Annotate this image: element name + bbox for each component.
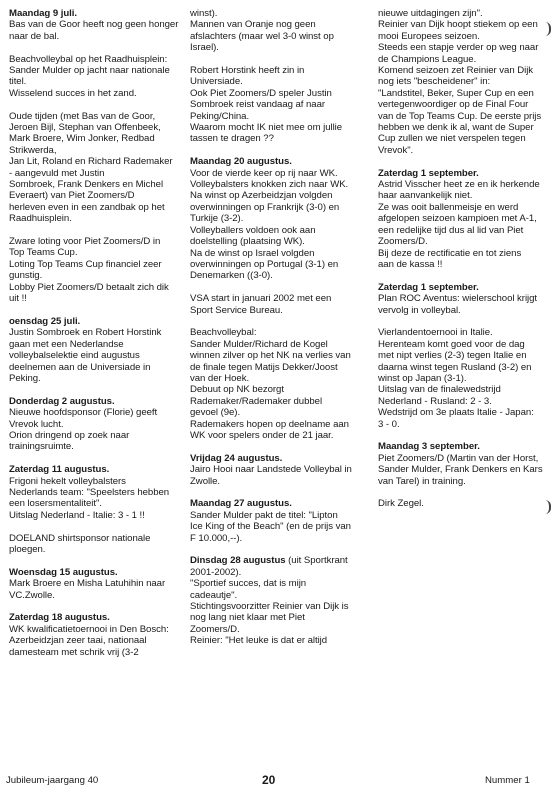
entry-text-line: WK voor spelers onder de 21 jaar.	[190, 429, 334, 441]
entry-date-heading	[9, 567, 179, 578]
entry-text-line: 3 - 0.	[378, 418, 400, 430]
entry-text-line: Dirk Zegel.	[378, 498, 424, 510]
entry-text-line: Ice King of the Beach" (en de prijs van	[190, 521, 351, 533]
news-entry	[190, 156, 366, 281]
entry-text-line: Justin Sombroek en Robert Horstink	[9, 327, 162, 339]
news-entry	[190, 498, 366, 544]
entry-text-line: Nederlands team: "Speelsters hebben	[9, 486, 170, 498]
entry-text-line: "Sportief succes, dat is mijn	[190, 578, 307, 590]
entry-text-line: Debuut op NK bezorgt	[190, 384, 284, 396]
news-entry	[9, 464, 179, 521]
entry-text-line: cadeautje".	[190, 589, 238, 601]
entry-date: Maandag 20 augustus.	[190, 156, 292, 168]
entry-text-line: Vierlandentoernooi in Italie.	[378, 327, 493, 339]
entry-date-heading	[9, 612, 179, 623]
entry-text-line: deelnemen aan de Universiade in	[9, 361, 151, 373]
entry-text-line: herleven even in een zandbak op het	[9, 201, 165, 213]
news-entry	[190, 453, 366, 487]
entry-text-line: Sander Mulder op jacht naar nationale	[9, 65, 170, 77]
entry-text-line: Jairo Hooi naar Landstede Volleybal in	[190, 464, 352, 476]
news-entry	[190, 555, 366, 646]
entry-date-heading	[9, 8, 179, 19]
entry-text-line: Loting Top Teams Cup financiel zeer	[9, 258, 162, 270]
news-entry	[9, 236, 179, 304]
entry-text-line: Zware loting voor Piet Zoomers/D in	[9, 236, 161, 248]
entry-text-line: Peking.	[9, 372, 41, 384]
entry-text-line: Denemarken ((3-0).	[190, 270, 273, 282]
news-entry	[9, 533, 179, 556]
entry-text-line: overwinningen op Portugal (3-1) en	[190, 258, 339, 270]
entry-text-line: Orion dringend op zoek naar	[9, 429, 130, 441]
entry-text-line: ploegen.	[9, 543, 46, 555]
entry-date-heading	[9, 396, 179, 407]
entry-text-line: Bij deze de rectificatie en tot ziens	[378, 247, 522, 259]
news-entry	[9, 54, 179, 100]
entry-text-line: Raadhuisplein.	[9, 213, 72, 225]
entry-text-line: Ook Piet Zoomers/D speler Justin	[190, 87, 332, 99]
entry-date: Zaterdag 18 augustus.	[9, 612, 110, 624]
entry-text-line: Sander Mulder, Frank Denkers en Kars	[378, 464, 543, 476]
entry-text-line: Sander Mulder/Richard de Kogel	[190, 338, 328, 350]
news-entry	[190, 65, 366, 145]
entry-text-line: Bas van de Goor heeft nog geen honger	[9, 19, 179, 31]
news-entry	[190, 327, 366, 441]
entry-text-line: Sombroek, Frank Denkers en Michel	[9, 179, 164, 191]
entry-text-line: DOELAND shirtsponsor nationale	[9, 532, 151, 544]
news-entry	[9, 111, 179, 225]
entry-date-heading	[378, 282, 546, 293]
entry-text-line: Robert Horstink heeft zin in	[190, 65, 305, 77]
entry-date-heading	[190, 498, 366, 509]
entry-text-line: naar de bal.	[9, 30, 60, 42]
entry-text-line: Strikwerda,	[9, 144, 57, 156]
entry-text-line: Plan ROC Aventus: wielerschool krijgt	[378, 293, 538, 305]
entry-date: Maandag 27 augustus.	[190, 498, 292, 510]
news-entry	[378, 441, 546, 487]
entry-text-line: Mark Broere, Wim Jonker, Redbad	[9, 133, 155, 145]
entry-text-line: mooi Europees seizoen.	[378, 30, 480, 42]
entry-text-line: nieuwe uitdagingen zijn".	[378, 8, 483, 19]
news-entry	[9, 567, 179, 601]
entry-text-line: haar aanvankelijk niet.	[378, 190, 473, 202]
entry-text-line: Peking/China.	[190, 110, 250, 122]
entry-text-line: Mannen van Oranje nog geen	[190, 19, 316, 31]
entry-text-line: gaan met een Nederlandse	[9, 338, 124, 350]
entry-date-heading	[190, 453, 366, 464]
entry-text-line: Jan Lit, Roland en Richard Rademaker	[9, 156, 173, 168]
entry-text-line: damesteam met schrik vrij (3-2	[9, 646, 139, 658]
entry-text-line: van de Top Teams Cup. De eerste prijs	[378, 110, 542, 122]
entry-text-line: Ze was ooit ballenmeisje en werd	[378, 201, 519, 213]
entry-text-line: Top Teams Cup.	[9, 247, 78, 259]
entry-date-suffix: (uit Sportkrant	[285, 555, 348, 567]
entry-date-heading	[190, 156, 366, 167]
entry-text-line: de finale tegen Matijs Dekker/Joost	[190, 361, 338, 373]
entry-text-line: met nipt verlies (2-3) tegen Italie en	[378, 350, 527, 362]
entry-text-line: Steeds een stapje verder op weg naar	[378, 42, 539, 54]
news-entry	[9, 8, 179, 42]
entry-date: Zaterdag 1 september.	[378, 167, 479, 179]
entry-text-line: overwinningen op Frankrijk (3-0) en	[190, 201, 340, 213]
entry-date: Zaterdag 11 augustus.	[9, 464, 110, 476]
news-entry	[9, 396, 179, 453]
entry-text-line: Universiade.	[190, 76, 243, 88]
entry-text-line: gunstig.	[9, 270, 43, 282]
entry-text-line: Israel).	[190, 42, 219, 54]
entry-text-line: Herenteam komt goed voor de dag	[378, 338, 525, 350]
entry-text-line: aan de kassa !!	[378, 258, 443, 270]
entry-text-line: Sander Mulder pakt de titel: "Lipton	[190, 509, 338, 521]
entry-date: Donderdag 2 augustus.	[9, 395, 115, 407]
entry-date-heading	[378, 168, 546, 179]
entry-text-line: Sport Service Bureau.	[190, 304, 283, 316]
entry-text-line: Volleybalsters knokken zich naar WK.	[190, 179, 349, 191]
entry-text-line: Zoomers/D.	[378, 236, 428, 248]
entry-text-line: Nieuwe hoofdsponsor (Florie) geeft	[9, 407, 158, 419]
entry-text-line: een redelijke tijd dus al lid van Piet	[378, 224, 524, 236]
entry-text-line: F 10.000,--).	[190, 532, 243, 544]
entry-text-line: titel.	[9, 76, 27, 88]
entry-text-line: volleybalselektie eind augustus	[9, 350, 140, 362]
entry-text-line: Oude tijden (met Bas van de Goor,	[9, 110, 156, 122]
entry-text-line: nog lang niet klaar met Piet	[190, 612, 305, 624]
entry-text-line: Azerbeidzjan zeer taai, nationaal	[9, 635, 147, 647]
entry-text-line: Wisselend succes in het zand.	[9, 87, 137, 99]
entry-text-line: Beachvolleybal op het Raadhuisplein:	[9, 53, 168, 65]
entry-text-line: Uitslag van de finalewedstrijd	[378, 384, 501, 396]
entry-text-line: Zwolle.	[190, 475, 221, 487]
entry-text-line: - aangevuld met Justin	[9, 167, 105, 179]
entry-text-line: Rademakers hopen op deelname aan	[190, 418, 349, 430]
entry-text-line: vervolg in volleybal.	[378, 304, 461, 316]
news-entry	[378, 327, 546, 430]
entry-text-line: winnen zilver op het NK na verlies van	[190, 350, 351, 362]
entry-date-heading	[9, 316, 179, 327]
footer-issue: Nummer 1	[485, 775, 530, 786]
entry-date-heading	[190, 555, 366, 566]
entry-text-line: Cup zullen we niet verspelen tegen	[378, 133, 526, 145]
entry-text-line: gevoel (9e).	[190, 407, 241, 419]
entry-date: Vrijdag 24 augustus.	[190, 452, 283, 464]
entry-text-line: Reinier van Dijk hoopt stiekem op een	[378, 19, 538, 31]
entry-text-line: Uitslag Nederland - Italie: 3 - 1 !!	[9, 509, 145, 521]
entry-text-line: Lobby Piet Zoomers/D betaalt zich dik	[9, 281, 169, 293]
entry-text-line: Rademaker/Rademaker dubbel	[190, 395, 323, 407]
entry-date: Dinsdag 28 augustus	[190, 555, 286, 567]
news-entry	[190, 293, 366, 316]
entry-text-line: Astrid Visscher heet ze en ik herkende	[378, 179, 540, 191]
entry-text-line: trainingsruimte.	[9, 441, 74, 453]
entry-text-line: WK kwalificatietoernooi in Den Bosch:	[9, 623, 169, 635]
column-right	[378, 8, 546, 521]
news-entry	[9, 316, 179, 384]
entry-date: Maandag 9 juli.	[9, 8, 78, 19]
news-entry	[9, 612, 179, 658]
news-entry	[190, 8, 366, 54]
entry-date-heading	[9, 464, 179, 475]
entry-text-line: tassen te dragen ??	[190, 133, 274, 145]
entry-text-line: nog iets "bescheidener" in:	[378, 76, 491, 88]
entry-text-line: Piet Zoomers/D (Martin van der Horst,	[378, 452, 539, 464]
entry-text-line: Nederland - Rusland: 2 - 3.	[378, 395, 492, 407]
entry-text-line: Komend seizoen zet Reinier van Dijk	[378, 65, 534, 77]
binder-mark	[543, 500, 551, 514]
entry-date: Maandag 3 september.	[378, 441, 480, 453]
entry-text-line: Vrevok".	[378, 144, 414, 156]
entry-text-line: winst).	[190, 8, 218, 19]
entry-text-line: VSA start in januari 2002 met een	[190, 293, 332, 305]
entry-text-line: afslachters (maar wel 3-0 winst op	[190, 30, 334, 42]
entry-text-line: doelstelling (plaatsing WK).	[190, 236, 305, 248]
entry-text-line: een losersmentaliteit".	[9, 498, 102, 510]
news-entry	[378, 498, 546, 509]
entry-text-line: 2001-2002).	[190, 566, 242, 578]
entry-text-line: Mark Broere en Misha Latuhihin naar	[9, 578, 166, 590]
entry-text-line: de Champions League.	[378, 53, 477, 65]
entry-text-line: Turkije (3-2).	[190, 213, 244, 225]
entry-text-line: van Tarel) in training.	[378, 475, 466, 487]
entry-date: Woensdag 15 augustus.	[9, 566, 118, 578]
entry-text-line: VC.Zwolle.	[9, 589, 55, 601]
footer-volume: Jubileum-jaargang 40	[6, 775, 99, 786]
entry-date: oensdag 25 juli.	[9, 315, 81, 327]
page-footer	[0, 774, 555, 790]
entry-date: Zaterdag 1 september.	[378, 281, 479, 293]
entry-text-line: Beachvolleybal:	[190, 327, 257, 339]
news-entry	[378, 282, 546, 316]
binder-mark	[543, 22, 551, 36]
entry-text-line: Na de winst op Israel volgden	[190, 247, 315, 259]
entry-text-line: winst op Japan (3-1).	[378, 372, 467, 384]
entry-text-line: Sombroek reist vandaag af naar	[190, 99, 326, 111]
entry-text-line: Everaert) van Piet Zoomers/D	[9, 190, 135, 202]
entry-text-line: Volleyballers voldoen ook aan	[190, 224, 316, 236]
column-left	[9, 8, 179, 669]
entry-text-line: daarna winst tegen Rusland (3-2) en	[378, 361, 532, 373]
entry-text-line: van der Hoek.	[190, 372, 250, 384]
page-number: 20	[262, 773, 276, 787]
entry-text-line: uit !!	[9, 293, 27, 305]
news-entry	[378, 168, 546, 271]
entry-text-line: Vrevok lucht.	[9, 418, 64, 430]
entry-text-line: Jeroen Bijl, Stephan van Offenbeek,	[9, 122, 161, 134]
entry-text-line: Zoomers/D.	[190, 623, 240, 635]
entry-text-line: hebben we denk ik al, want de Super	[378, 122, 534, 134]
entry-text-line: Na winst op Azerbeidzjan volgden	[190, 190, 333, 202]
entry-text-line: Stichtingsvoorzitter Reinier van Dijk is	[190, 601, 349, 613]
entry-text-line: Waarom mocht IK niet mee om jullie	[190, 122, 343, 134]
entry-text-line: Voor de vierde keer op rij naar WK.	[190, 167, 338, 179]
entry-text-line: Reinier: "Het leuke is dat er altijd	[190, 635, 328, 647]
entry-text-line: afgelopen seizoen kampioen met A-1,	[378, 213, 537, 225]
entry-text-line: "Landstitel, Beker, Super Cup en een	[378, 87, 534, 99]
entry-text-line: Frigoni hekelt volleybalsters	[9, 475, 126, 487]
news-entry	[378, 8, 546, 156]
entry-text-line: vertegenwoordiger op de Final Four	[378, 99, 529, 111]
entry-date-heading	[378, 441, 546, 452]
entry-text-line: Wedstrijd om 3e plaats Italie - Japan:	[378, 407, 534, 419]
column-middle	[190, 8, 366, 658]
